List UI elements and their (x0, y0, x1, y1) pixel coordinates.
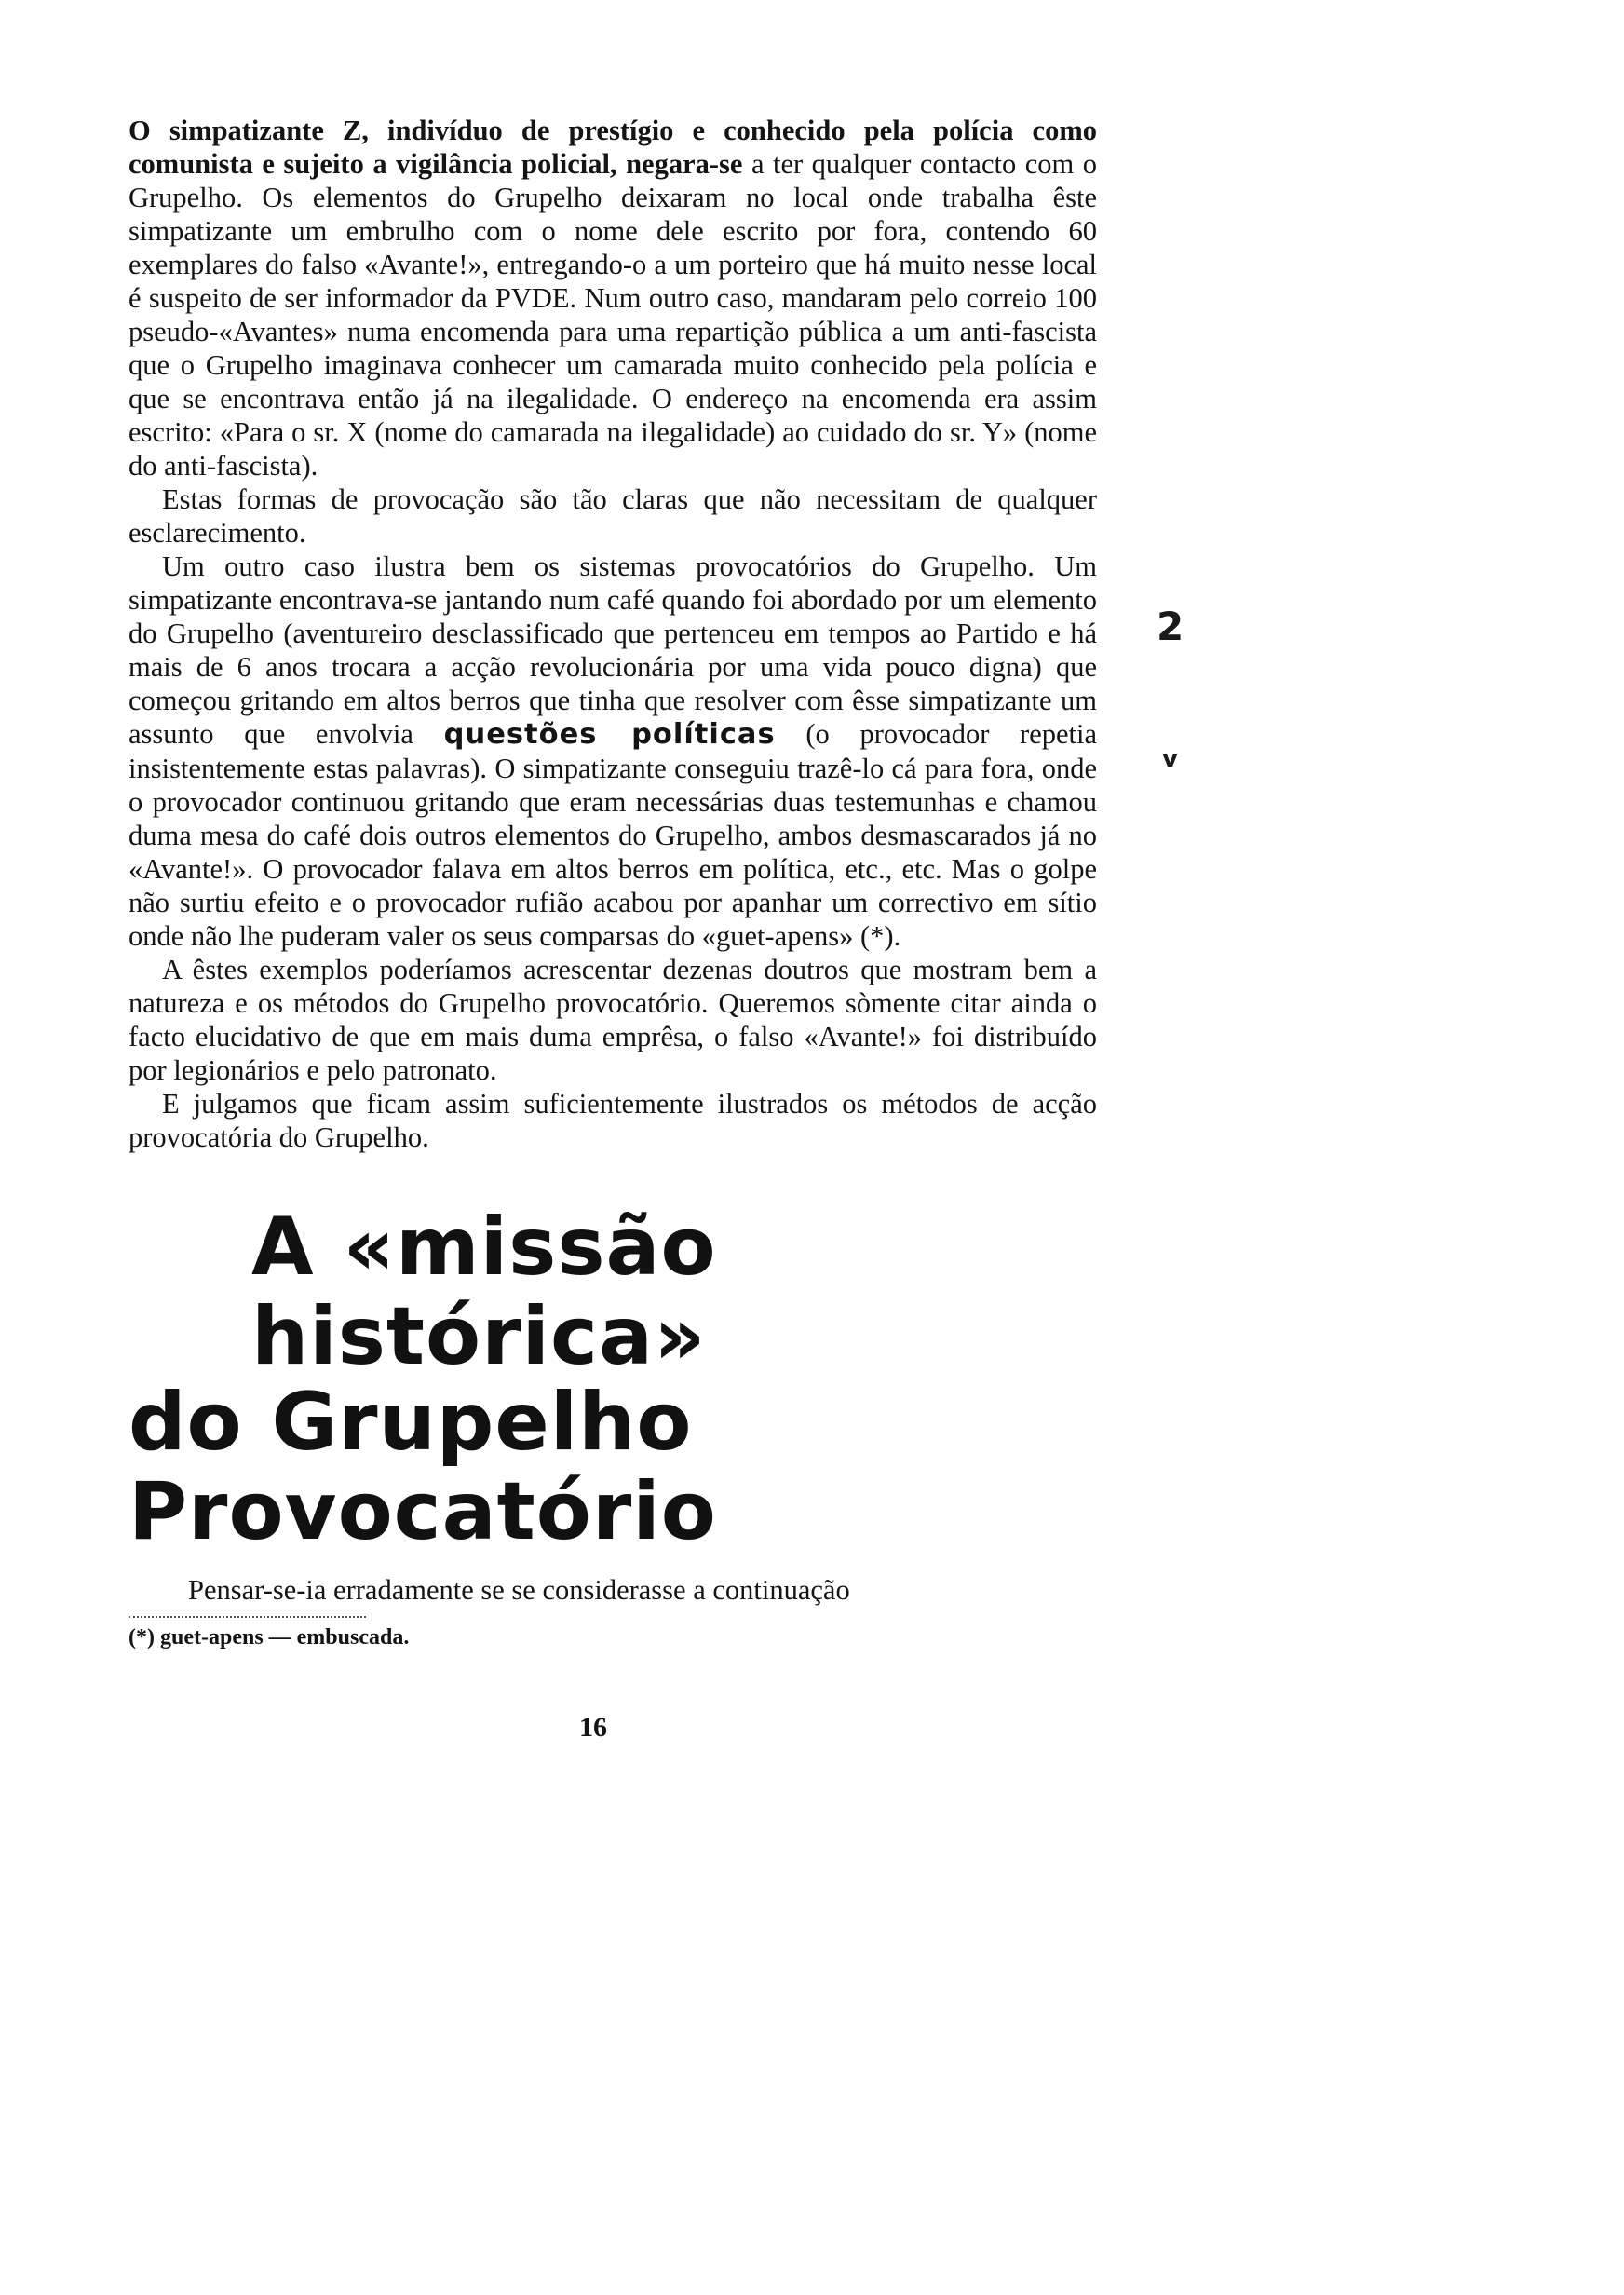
paragraph-3-part-b: (o provocador repetia insistentemente estas palavras). O simpatizante conseguiu trazê-lo cá para fora, onde o provocador continuou gritando que eram necessárias duas testemunhas e chamou duma mesa do café dois outros elementos do Grupelho, ambos desmascarados já no «Avante!». O provocador falava em altos berros em política, etc., etc. Mas o golpe não surtiu efeito e o provocador rufião acabou por apanhar um correctivo em sítio onde não lhe puderam valer os seus comparsas do «guet-apens» (*). (129, 718, 1098, 952)
paragraph-2: Estas formas de provocação são tão claras que não necessitam de qualquer esclarecimento. (129, 483, 1097, 549)
text-column (129, 114, 1097, 1651)
margin-mark-upper: 2 (1157, 604, 1184, 649)
paragraph-3-emphasis: questões políticas (443, 718, 776, 751)
footnote: (*) guet-apens — embuscada. (129, 1625, 410, 1650)
paragraph-5: E julgamos que ficam assim suficientemente ilustrados os métodos de acção provocatória do Grupelho. (129, 1088, 1097, 1153)
footnote-divider (129, 1616, 366, 1618)
page-number: 16 (579, 1712, 607, 1743)
paragraph-1-lead: O simpatizante Z, indivíduo de prestígio e conhecido pela polícia como comunista e sujeito a vigilância policial, negara-se (129, 115, 1097, 180)
paragraph-1-body: a ter qualquer contacto com o Grupelho. Os elementos do Grupelho deixaram no local onde trabalha êste simpatizante um embrulho com o nome dele escrito por fora, contendo 60 exemplares do falso «Avante!», entregando-o a um porteiro que há muito nesse local é suspeito de ser informador da PVDE. Num outro caso, mandaram pelo correio 100 pseudo-«Avantes» numa encomenda para uma repartição pública a um anti-fascista que o Grupelho imaginava conhecer um camarada muito conhecido pela polícia e que se encontrava então já na ilegalidade. O endereço na encomenda era assim escrito: «Para o sr. X (nome do camarada na ilegalidade) ao cuidado do sr. Y» (nome do anti-fascista). (129, 148, 1097, 482)
paragraph-4: A êstes exemplos poderíamos acrescentar dezenas doutros que mostram bem a natureza e os métodos do Grupelho provocatório. Queremos sòmente citar ainda o facto elucidativo de que em mais duma emprêsa, o falso «Avante!» foi distribuído por legionários e pelo patronato. (129, 954, 1097, 1086)
paragraph-1 (129, 114, 1097, 482)
section-heading-line-1: A «missão histórica» (251, 1201, 717, 1383)
section-heading-line-2: do Grupelho Provocatório (129, 1376, 717, 1558)
paragraph-3-part-a: Um outro caso ilustra bem os sistemas provocatórios do Grupelho. Um simpatizante encontrava-se jantando num café quando foi abordado por um elemento do Grupelho (aventureiro desclassificado que pertenceu em tempos ao Partido e há mais de 6 anos trocara a acção revolucionária por uma vida pouco digna) que começou gritando em altos berros que tinha que resolver com êsse simpatizante um assunto que envolvia (129, 550, 1097, 750)
margin-mark-lower: v (1162, 745, 1178, 773)
paragraph-3 (129, 550, 1097, 953)
paragraph-after-heading: Pensar-se-ia erradamente se se considerasse a continuação (188, 1574, 850, 1606)
